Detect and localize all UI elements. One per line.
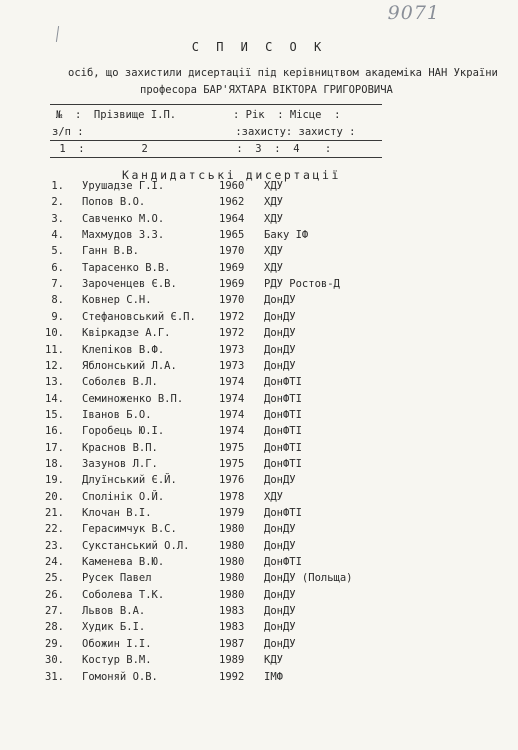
table-row [0, 376, 518, 392]
row-name: Соболева Т.К. [82, 588, 165, 601]
row-place: ДонДУ [264, 523, 296, 536]
row-number: 23. [45, 539, 64, 552]
table-row [0, 393, 518, 409]
table-row [0, 540, 518, 556]
table-row [0, 278, 518, 294]
row-year: 1975 [219, 457, 245, 470]
row-number: 25. [45, 572, 64, 585]
row-number: 4. [51, 229, 64, 242]
row-place: ХДУ [264, 245, 283, 258]
row-place: ДонДУ [264, 310, 296, 323]
row-year: 1964 [219, 212, 245, 225]
row-year: 1969 [219, 261, 245, 274]
row-name: Герасимчук В.С. [82, 523, 177, 536]
row-name: Клочан В.І. [82, 507, 152, 519]
row-place: ХДУ [264, 490, 283, 503]
row-place: ДонФТІ [264, 376, 302, 389]
row-number: 26. [45, 588, 64, 601]
row-number: 17. [45, 441, 64, 454]
row-place: ДонФТІ [264, 392, 302, 405]
row-year: 1970 [219, 294, 245, 307]
row-name: Зароченцев Є.В. [82, 278, 177, 291]
row-place: РДУ Ростов-Д [264, 278, 340, 291]
row-year: 1973 [219, 359, 245, 372]
row-number: 5. [51, 245, 64, 258]
row-name: Яблонський Л.А. [82, 359, 177, 372]
row-name: Сукстанський О.Л. [82, 539, 190, 552]
row-place: ХДУ [264, 261, 283, 274]
subtitle-line-2: професора БАР'ЯХТАРА ВІКТОРА ГРИГОРОВИЧА [140, 84, 393, 96]
document-title: С П И С О К [191, 40, 327, 54]
table-row [0, 409, 518, 425]
row-place: ДонФТІ [264, 507, 302, 519]
handwritten-number: 9071 [387, 2, 440, 24]
table-row [0, 621, 518, 637]
row-year: 1970 [219, 245, 245, 258]
row-year: 1976 [219, 474, 245, 487]
row-name: Львов В.А. [82, 605, 146, 618]
table-row [0, 638, 518, 654]
table-row [0, 196, 518, 212]
row-place: ДонФТІ [264, 441, 302, 454]
row-number: 30. [45, 654, 64, 667]
row-number: 24. [45, 556, 64, 569]
row-place: ДонДУ [264, 637, 296, 650]
row-number: 1. [51, 180, 64, 192]
row-place: ДонДУ [264, 474, 296, 487]
header-top-rule [50, 104, 382, 105]
row-year: 1980 [219, 588, 245, 601]
row-name: Длуїнський Є.Й. [82, 474, 177, 487]
row-name: Краснов В.П. [82, 441, 158, 454]
row-number: 10. [45, 327, 64, 340]
table-row [0, 213, 518, 229]
row-place: ДонДУ [264, 343, 296, 356]
row-year: 1969 [219, 278, 245, 291]
table-header-row-1: № : Прізвище І.П. : Рік : Місце : [56, 109, 341, 121]
table-row [0, 311, 518, 327]
row-number: 15. [45, 408, 64, 421]
row-name: Попов В.О. [82, 196, 146, 209]
table-row [0, 360, 518, 376]
row-place: ДонДУ [264, 327, 296, 340]
row-place: ХДУ [264, 180, 283, 192]
row-place: ДонДУ [264, 588, 296, 601]
row-name: Стефановський Є.П. [82, 310, 196, 323]
row-name: Каменева В.Ю. [82, 556, 165, 569]
table-header-row-3: 1 : 2 : 3 : 4 : [53, 143, 332, 155]
table-row [0, 425, 518, 441]
row-place: ХДУ [264, 196, 283, 209]
row-place: ДонДУ [264, 359, 296, 372]
row-name: Квіркадзе А.Г. [82, 327, 171, 340]
row-name: Ганн В.В. [82, 245, 139, 258]
row-year: 1979 [219, 507, 245, 519]
table-row [0, 507, 518, 523]
row-year: 1980 [219, 539, 245, 552]
row-year: 1980 [219, 556, 245, 569]
table-row [0, 671, 518, 687]
row-number: 14. [45, 392, 64, 405]
row-number: 6. [51, 261, 64, 274]
row-name: Соболєв В.Л. [82, 376, 158, 389]
row-year: 1960 [219, 180, 245, 192]
row-year: 1973 [219, 343, 245, 356]
row-place: ХДУ [264, 212, 283, 225]
row-year: 1980 [219, 523, 245, 536]
row-year: 1974 [219, 408, 245, 421]
row-year: 1980 [219, 572, 245, 585]
row-year: 1972 [219, 310, 245, 323]
table-row [0, 245, 518, 261]
row-year: 1975 [219, 441, 245, 454]
header-bottom-rule [50, 157, 382, 158]
row-number: 13. [45, 376, 64, 389]
row-number: 12. [45, 359, 64, 372]
row-name: Іванов Б.О. [82, 408, 152, 421]
row-number: 21. [45, 507, 64, 519]
row-name: Савченко М.О. [82, 212, 165, 225]
row-place: ДонФТІ [264, 408, 302, 421]
row-name: Русек Павел [82, 572, 152, 585]
table-row [0, 523, 518, 539]
row-name: Махмудов З.З. [82, 229, 165, 242]
row-number: 27. [45, 605, 64, 618]
table-row [0, 327, 518, 343]
row-name: Горобець Ю.І. [82, 425, 165, 438]
table-row [0, 474, 518, 490]
table-header-row-2: з/п : :захисту: захисту : [52, 126, 356, 138]
row-place: ІМФ [264, 670, 283, 683]
table-row [0, 572, 518, 588]
row-place: ДонФТІ [264, 556, 302, 569]
header-mid-rule [50, 140, 382, 141]
row-name: Урушадзе Г.І. [82, 180, 165, 192]
row-name: Обожин І.І. [82, 637, 152, 650]
row-place: ДонДУ (Польща) [264, 572, 353, 585]
row-number: 9. [51, 310, 64, 323]
row-number: 20. [45, 490, 64, 503]
row-place: ДонДУ [264, 605, 296, 618]
table-row [0, 458, 518, 474]
row-place: ДонФТІ [264, 457, 302, 470]
row-number: 11. [45, 343, 64, 356]
row-number: 2. [51, 196, 64, 209]
section-title: Кандидатські дисертації [122, 168, 342, 182]
table-row [0, 294, 518, 310]
row-number: 22. [45, 523, 64, 536]
row-year: 1965 [219, 229, 245, 242]
row-year: 1992 [219, 670, 245, 683]
row-name: Зазунов Л.Г. [82, 457, 158, 470]
row-year: 1987 [219, 637, 245, 650]
table-row [0, 556, 518, 572]
row-place: ДонДУ [264, 294, 296, 307]
row-year: 1978 [219, 490, 245, 503]
row-place: Баку ІФ [264, 229, 309, 242]
row-year: 1983 [219, 605, 245, 618]
row-number: 3. [51, 212, 64, 225]
row-number: 16. [45, 425, 64, 438]
row-year: 1974 [219, 376, 245, 389]
row-name: Гомоняй О.В. [82, 670, 158, 683]
table-row [0, 344, 518, 360]
table-row [0, 589, 518, 605]
row-number: 18. [45, 457, 64, 470]
row-number: 7. [51, 278, 64, 291]
row-year: 1974 [219, 425, 245, 438]
table-row [0, 654, 518, 670]
row-number: 29. [45, 637, 64, 650]
table-row [0, 491, 518, 507]
row-place: КДУ [264, 654, 283, 667]
table-row [0, 442, 518, 458]
row-name: Ковнер С.Н. [82, 294, 152, 307]
row-name: Семиноженко В.П. [82, 392, 184, 405]
table-row [0, 605, 518, 621]
row-name: Худик Б.І. [82, 621, 146, 634]
row-number: 28. [45, 621, 64, 634]
row-place: ДонДУ [264, 621, 296, 634]
row-name: Костур В.М. [82, 654, 152, 667]
subtitle-line-1: осіб, що захистили дисертації під керівництвом академіка НАН України [68, 67, 498, 79]
row-name: Клепіков В.Ф. [82, 343, 165, 356]
row-name: Сполінік О.Й. [82, 490, 165, 503]
row-year: 1983 [219, 621, 245, 634]
row-place: ДонФТІ [264, 425, 302, 438]
row-place: ДонДУ [264, 539, 296, 552]
row-year: 1972 [219, 327, 245, 340]
table-row [0, 262, 518, 278]
row-number: 19. [45, 474, 64, 487]
row-number: 31. [45, 670, 64, 683]
row-name: Тарасенко В.В. [82, 261, 171, 274]
table-row [0, 180, 518, 196]
row-year: 1989 [219, 654, 245, 667]
row-number: 8. [51, 294, 64, 307]
row-year: 1974 [219, 392, 245, 405]
row-year: 1962 [219, 196, 245, 209]
table-row [0, 229, 518, 245]
